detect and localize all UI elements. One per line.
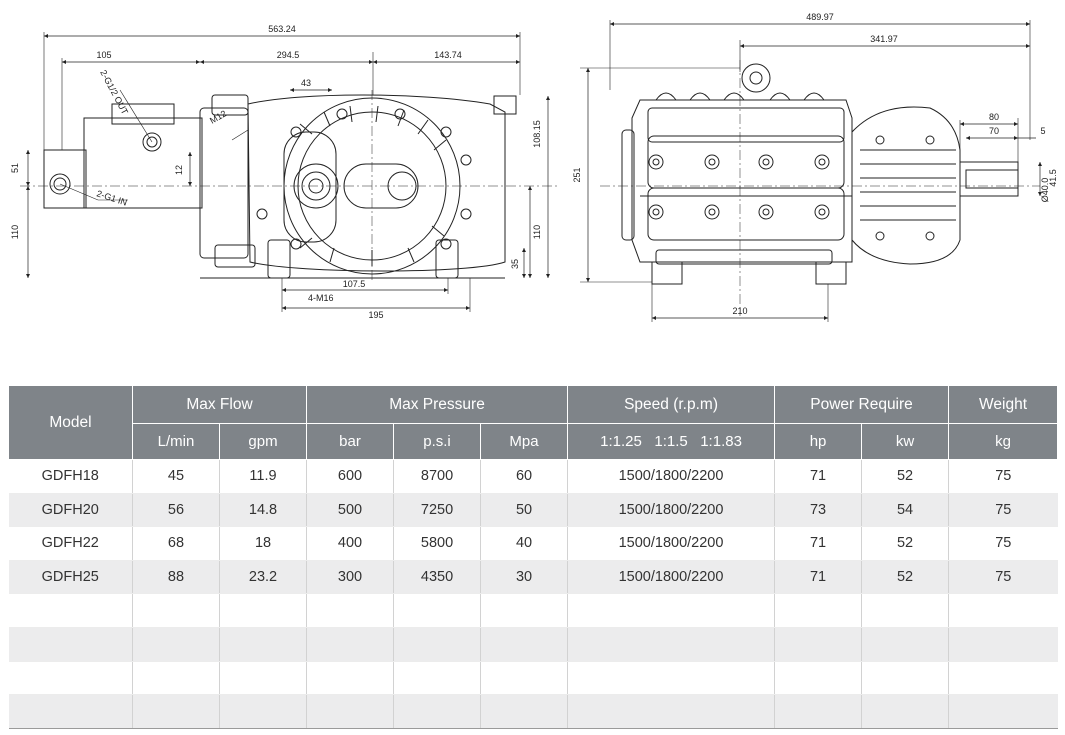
unit-psi: p.s.i xyxy=(394,424,481,460)
header-power: Power Require xyxy=(775,386,949,424)
cell-weight-kg xyxy=(949,695,1058,729)
header-model: Model xyxy=(9,386,133,460)
cell-pressure-bar: 300 xyxy=(307,560,394,594)
cell-flow-gpm xyxy=(220,695,307,729)
cell-power-hp: 71 xyxy=(775,460,862,494)
cell-power-hp: 71 xyxy=(775,560,862,594)
dim-shaft-diameter: Ø40.0 xyxy=(1040,177,1050,203)
cell-speed: 1500/1800/2200 xyxy=(568,560,775,594)
dim-center-span: 294.5 xyxy=(276,50,300,60)
unit-kg: kg xyxy=(949,424,1058,460)
cell-pressure-psi: 4350 xyxy=(394,560,481,594)
header-row-units xyxy=(9,424,1058,460)
cell-pressure-psi: 7250 xyxy=(394,493,481,527)
unit-ratios: 1:1.25 1:1.5 1:1.83 xyxy=(568,424,775,460)
cell-speed: 1500/1800/2200 xyxy=(568,527,775,561)
cell-power-hp: 73 xyxy=(775,493,862,527)
cell-speed: 1500/1800/2200 xyxy=(568,460,775,494)
cell-weight-kg xyxy=(949,627,1058,661)
cell-power-kw xyxy=(862,661,949,695)
cell-power-hp xyxy=(775,661,862,695)
cell-power-kw: 52 xyxy=(862,527,949,561)
dim-key-height: 41.5 xyxy=(1048,169,1058,187)
dim-inlet-height: 51 xyxy=(10,162,20,174)
cell-flow-gpm xyxy=(220,594,307,628)
table-row xyxy=(9,695,1058,729)
dim-shaft-end: 5 xyxy=(1040,126,1046,136)
dim-top-width: 43 xyxy=(300,78,312,88)
dim-overall-height: 251 xyxy=(572,167,582,183)
cell-power-kw xyxy=(862,594,949,628)
table-row xyxy=(9,493,1058,527)
cell-weight-kg: 75 xyxy=(949,460,1058,494)
dim-base-width: 210 xyxy=(732,306,748,316)
dim-key-length: 70 xyxy=(988,126,1000,136)
cell-weight-kg xyxy=(949,661,1058,695)
cell-weight-kg: 75 xyxy=(949,560,1058,594)
cell-pressure-bar xyxy=(307,695,394,729)
callout-inlet: 2-G1 IN xyxy=(95,188,129,208)
unit-gpm: gpm xyxy=(220,424,307,460)
cell-speed xyxy=(568,627,775,661)
cell-model xyxy=(9,594,133,628)
cell-flow-gpm xyxy=(220,627,307,661)
cell-flow-lmin xyxy=(133,594,220,628)
header-max-pressure: Max Pressure xyxy=(307,386,568,424)
cell-model: GDFH22 xyxy=(9,527,133,561)
callout-outlet: 2-G1/2 OUT xyxy=(98,68,131,117)
dim-base-length: 195 xyxy=(368,310,384,320)
dim-foot-height: 35 xyxy=(510,258,520,270)
table-row xyxy=(9,527,1058,561)
cell-pressure-mpa: 60 xyxy=(481,460,568,494)
cell-pressure-psi xyxy=(394,594,481,628)
cell-power-hp xyxy=(775,594,862,628)
cell-power-kw xyxy=(862,627,949,661)
cell-pressure-mpa xyxy=(481,594,568,628)
cell-pressure-psi xyxy=(394,627,481,661)
cell-pressure-psi: 8700 xyxy=(394,460,481,494)
table-row xyxy=(9,627,1058,661)
dim-lower-height: 110 xyxy=(10,224,20,240)
cell-flow-gpm: 23.2 xyxy=(220,560,307,594)
cell-weight-kg: 75 xyxy=(949,493,1058,527)
cell-pressure-bar: 600 xyxy=(307,460,394,494)
cell-pressure-bar xyxy=(307,627,394,661)
cell-flow-gpm: 18 xyxy=(220,527,307,561)
dim-overall-width: 489.97 xyxy=(806,12,834,22)
cell-model: GDFH20 xyxy=(9,493,133,527)
unit-kw: kw xyxy=(862,424,949,460)
spec-table xyxy=(8,385,1058,729)
cell-flow-lmin: 68 xyxy=(133,527,220,561)
cell-flow-gpm xyxy=(220,661,307,695)
header-row-groups xyxy=(9,386,1058,424)
cell-power-kw: 52 xyxy=(862,460,949,494)
cell-pressure-bar: 400 xyxy=(307,527,394,561)
callout-mount: 4-M16 xyxy=(308,293,334,303)
cell-pressure-mpa xyxy=(481,627,568,661)
cell-speed xyxy=(568,594,775,628)
dim-foot-spacing: 107.5 xyxy=(342,279,366,289)
dim-total-height: 108.15 xyxy=(532,120,542,148)
cell-pressure-mpa xyxy=(481,661,568,695)
dim-offset-small: 12 xyxy=(174,164,184,176)
cell-flow-lmin xyxy=(133,661,220,695)
table-row xyxy=(9,661,1058,695)
cell-pressure-mpa xyxy=(481,695,568,729)
cell-flow-lmin xyxy=(133,695,220,729)
header-max-flow: Max Flow xyxy=(133,386,307,424)
cell-power-kw: 52 xyxy=(862,560,949,594)
cell-weight-kg xyxy=(949,594,1058,628)
cell-power-hp xyxy=(775,695,862,729)
cell-power-kw: 54 xyxy=(862,493,949,527)
unit-mpa: Mpa xyxy=(481,424,568,460)
unit-lmin: L/min xyxy=(133,424,220,460)
technical-drawing xyxy=(0,0,1065,330)
unit-bar: bar xyxy=(307,424,394,460)
cell-pressure-bar: 500 xyxy=(307,493,394,527)
cell-model xyxy=(9,661,133,695)
cell-power-hp xyxy=(775,627,862,661)
unit-hp: hp xyxy=(775,424,862,460)
end-view xyxy=(580,20,1040,322)
callout-thread: M12 xyxy=(208,108,229,126)
table-row xyxy=(9,460,1058,494)
cell-flow-lmin xyxy=(133,627,220,661)
dim-rear-span: 143.74 xyxy=(434,50,462,60)
cell-weight-kg: 75 xyxy=(949,527,1058,561)
header-weight: Weight xyxy=(949,386,1058,424)
cell-speed: 1500/1800/2200 xyxy=(568,493,775,527)
cell-flow-lmin: 45 xyxy=(133,460,220,494)
table-row xyxy=(9,594,1058,628)
cell-model xyxy=(9,695,133,729)
cell-model: GDFH18 xyxy=(9,460,133,494)
cell-pressure-mpa: 40 xyxy=(481,527,568,561)
cell-flow-lmin: 56 xyxy=(133,493,220,527)
dim-overall-length: 563.24 xyxy=(268,24,296,34)
side-view-labels xyxy=(10,24,542,320)
table-row xyxy=(9,560,1058,594)
dim-inlet-offset: 105 xyxy=(96,50,112,60)
header-speed: Speed (r.p.m) xyxy=(568,386,775,424)
dim-eye-to-shaft: 341.97 xyxy=(870,34,898,44)
cell-flow-gpm: 14.8 xyxy=(220,493,307,527)
cell-speed xyxy=(568,661,775,695)
cell-pressure-mpa: 50 xyxy=(481,493,568,527)
dim-shaft-length: 80 xyxy=(988,112,1000,122)
cell-pressure-mpa: 30 xyxy=(481,560,568,594)
cell-flow-gpm: 11.9 xyxy=(220,460,307,494)
cell-flow-lmin: 88 xyxy=(133,560,220,594)
cell-pressure-bar xyxy=(307,594,394,628)
cell-model xyxy=(9,627,133,661)
cell-pressure-psi xyxy=(394,695,481,729)
cell-speed xyxy=(568,695,775,729)
cell-pressure-psi xyxy=(394,661,481,695)
cell-power-kw xyxy=(862,695,949,729)
cell-pressure-psi: 5800 xyxy=(394,527,481,561)
cell-pressure-bar xyxy=(307,661,394,695)
dim-base-height: 110 xyxy=(532,224,542,240)
cell-power-hp: 71 xyxy=(775,527,862,561)
cell-model: GDFH25 xyxy=(9,560,133,594)
